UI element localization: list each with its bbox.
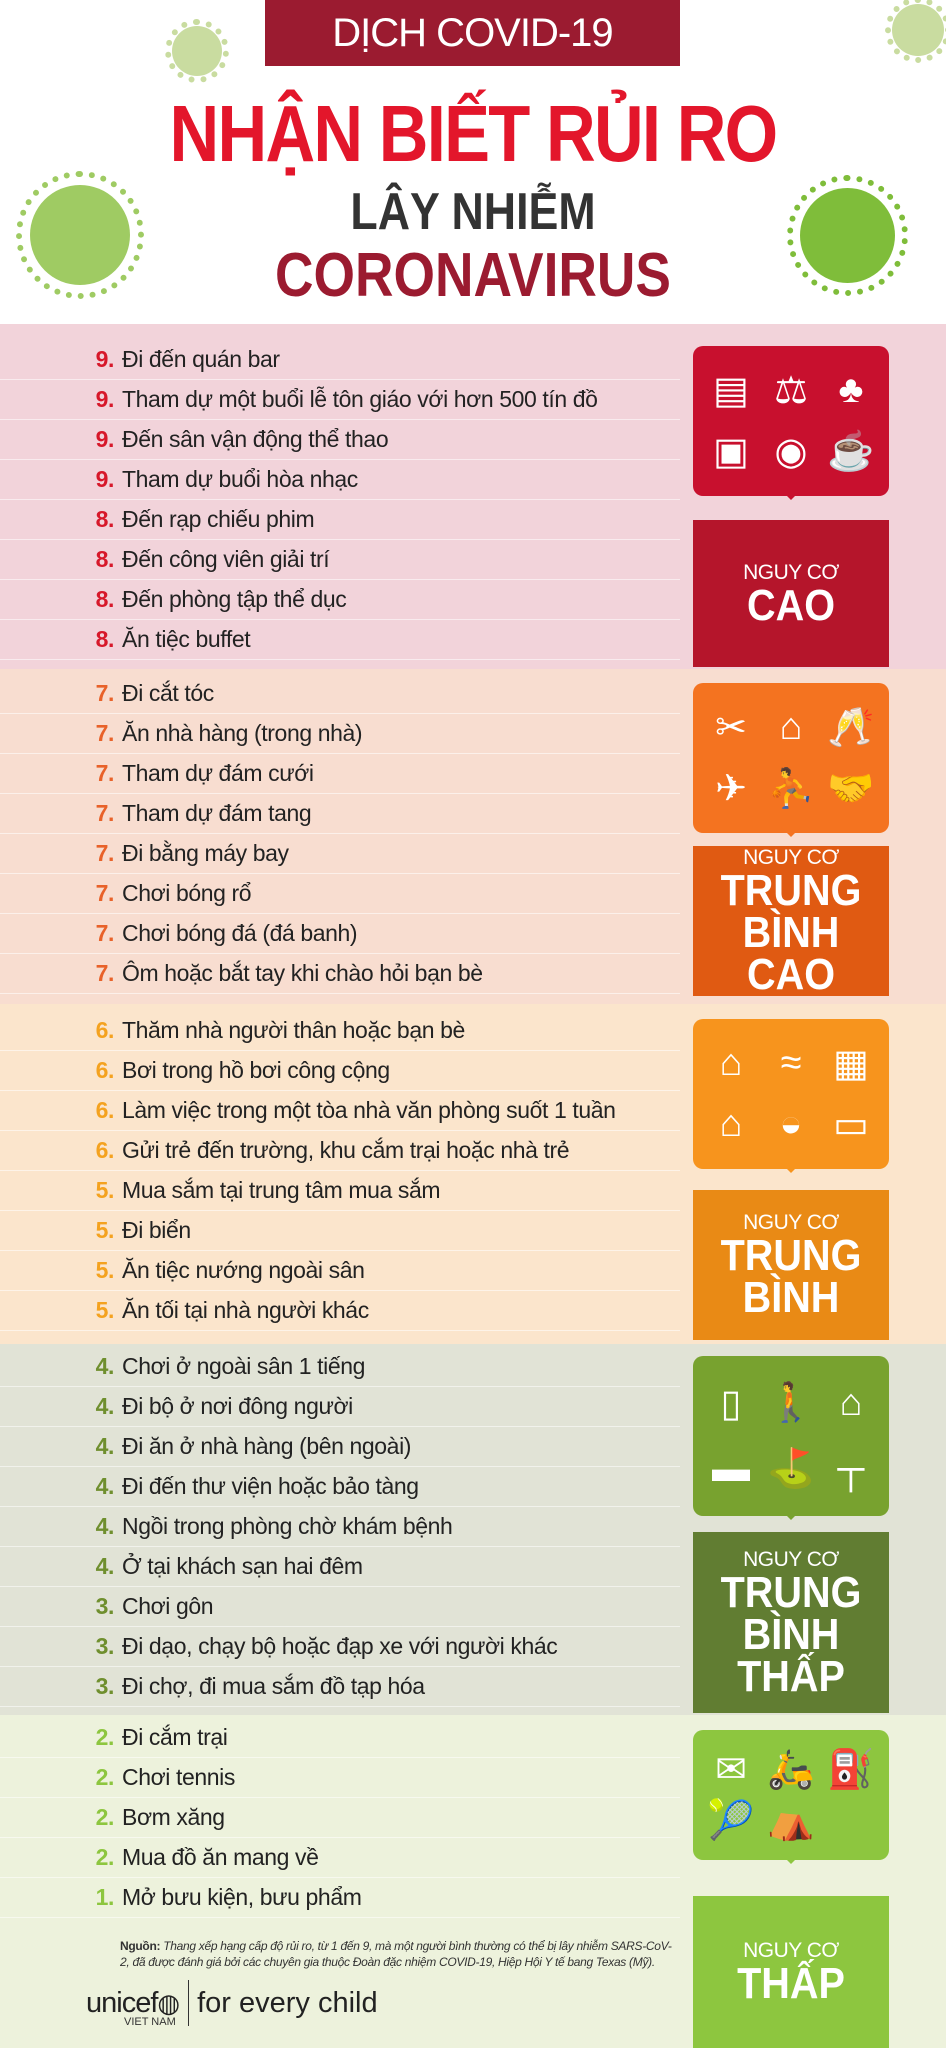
activity-text: Ở tại khách sạn hai đêm (122, 1553, 363, 1579)
activity-text: Đến công viên giải trí (122, 546, 330, 572)
risk-score: 9. (95, 426, 114, 452)
activity-item (0, 1547, 680, 1587)
activity-text: Đi ăn ở nhà hàng (bên ngoài) (122, 1433, 412, 1459)
virus-icon (892, 4, 944, 56)
risk-score: 8. (95, 546, 114, 572)
risk-score: 5. (95, 1177, 114, 1203)
risk-level-word: TRUNG (720, 866, 862, 915)
risk-level-word: BÌNH (742, 1273, 840, 1322)
activity-item (0, 380, 680, 420)
risk-score: 8. (95, 506, 114, 532)
wine-glasses-icon: 🥂 (827, 706, 875, 749)
unicef-wordmark: unicef (86, 1986, 158, 2019)
activity-text: Mua sắm tại trung tâm mua sắm (122, 1177, 441, 1203)
risk-score: 5. (95, 1297, 114, 1323)
risk-level-label-medium-low (693, 1532, 889, 1713)
activity-text: Mua đồ ăn mang về (122, 1844, 319, 1870)
risk-label-prefix: NGUY CƠ (743, 560, 839, 584)
risk-level-label-medium (693, 1190, 889, 1340)
activity-text: Đi đến quán bar (122, 346, 280, 372)
activity-list (0, 1715, 680, 1918)
activity-item (0, 340, 680, 380)
risk-score: 3. (95, 1593, 114, 1619)
gas-pump-icon: ⛽ (827, 1748, 875, 1791)
title-main: NHẬN BIẾT RỦI RO (169, 89, 777, 178)
risk-level-label-medium-high (693, 846, 889, 999)
activity-text: Đến sân vận động thể thao (122, 426, 389, 452)
header (0, 0, 946, 324)
activity-item (0, 540, 680, 580)
risk-score: 4. (95, 1513, 114, 1539)
activity-item (0, 460, 680, 500)
risk-score: 7. (95, 920, 114, 946)
activity-text: Tham dự buổi hòa nhạc (122, 466, 358, 492)
risk-label-prefix: NGUY CƠ (743, 846, 839, 869)
school-bag-icon: ▭ (833, 1104, 869, 1146)
activity-text: Đến rạp chiếu phim (122, 506, 315, 532)
activity-item (0, 1251, 680, 1291)
risk-level-word: BÌNH (742, 908, 840, 957)
source-text: Thang xếp hạng cấp độ rủi ro, từ 1 đến 9, mà một người bình thường có thể bị lây nhiễm SARS-CoV-2, đã được đánh giá bởi các chuyên gia thuộc Đoàn đặc nhiệm COVID-19, Hiệp Hội Y tế bang Texas (Mỹ). (120, 1939, 672, 1969)
activity-item (0, 1011, 680, 1051)
activity-item (0, 1291, 680, 1331)
activity-item (0, 1131, 680, 1171)
risk-score: 2. (95, 1764, 114, 1790)
activity-text: Chơi gôn (122, 1593, 214, 1619)
risk-level-word: CAO (746, 580, 836, 630)
risk-score: 2. (95, 1844, 114, 1870)
risk-level-word: BÌNH (742, 1609, 840, 1659)
activity-text: Đi cắm trại (122, 1724, 228, 1750)
risk-score: 1. (95, 1884, 114, 1910)
risk-score: 6. (95, 1097, 114, 1123)
swimmer-icon: ≈ (780, 1042, 802, 1084)
bbq-grill-icon: ◒ (779, 1103, 803, 1145)
activity-text: Bơi trong hồ bơi công cộng (122, 1057, 390, 1083)
activity-text: Chơi bóng rổ (122, 880, 252, 906)
activity-text: Ăn nhà hàng (trong nhà) (122, 720, 363, 746)
cinema-stage-icon: ▣ (713, 431, 749, 473)
risk-score: 2. (95, 1804, 114, 1830)
risk-score: 2. (95, 1724, 114, 1750)
risk-score: 8. (95, 586, 114, 612)
activity-item (0, 874, 680, 914)
dumbbell-icon: ⚖ (773, 370, 809, 412)
risk-score: 7. (95, 760, 114, 786)
risk-score: 4. (95, 1473, 114, 1499)
scooter-icon: 🛵 (767, 1748, 815, 1791)
activity-icons-medium-high (693, 683, 889, 833)
activity-text: Đi cắt tóc (122, 680, 214, 706)
risk-score: 9. (95, 346, 114, 372)
activity-text: Đi dạo, chạy bộ hoặc đạp xe với người khác (122, 1633, 558, 1659)
header-tag: DỊCH COVID-19 (265, 0, 680, 66)
risk-score: 7. (95, 960, 114, 986)
activity-item (0, 1798, 680, 1838)
activity-text: Chơi ở ngoài sân 1 tiếng (122, 1353, 366, 1379)
activity-text: Làm việc trong một tòa nhà văn phòng suốt 1 tuần (122, 1097, 616, 1123)
risk-level-word: CAO (746, 950, 836, 999)
divider (188, 1980, 189, 2026)
scissors-icon: ✂ (715, 707, 747, 749)
activity-text: Tham dự đám cưới (122, 760, 314, 786)
risk-score: 9. (95, 466, 114, 492)
source-note (120, 1938, 680, 1970)
activity-list (0, 324, 680, 660)
activity-text: Đi bằng máy bay (122, 840, 289, 866)
risk-score: 7. (95, 840, 114, 866)
activity-item (0, 500, 680, 540)
country-label: VIET NAM (124, 2016, 176, 2028)
risk-score: 4. (95, 1353, 114, 1379)
activity-item (0, 834, 680, 874)
buffet-cake-icon: ☕ (827, 430, 875, 473)
risk-score: 6. (95, 1057, 114, 1083)
activity-item (0, 1838, 680, 1878)
risk-label-prefix: NGUY CƠ (743, 1211, 839, 1234)
activity-text: Gửi trẻ đến trường, khu cắm trại hoặc nhà trẻ (122, 1137, 570, 1163)
activity-text: Bơm xăng (122, 1804, 225, 1830)
activity-text: Thăm nhà người thân hoặc bạn bè (122, 1017, 465, 1043)
activity-item (0, 1587, 680, 1627)
risk-score: 7. (95, 720, 114, 746)
risk-score: 5. (95, 1257, 114, 1283)
activity-item (0, 1211, 680, 1251)
activity-item (0, 1467, 680, 1507)
activity-item (0, 1718, 680, 1758)
risk-level-word: THẤP (737, 1959, 845, 2008)
activity-text: Đi chợ, đi mua sắm đồ tạp hóa (122, 1673, 425, 1699)
risk-score: 6. (95, 1137, 114, 1163)
activity-text: Đi bộ ở nơi đông người (122, 1393, 353, 1419)
activity-text: Ăn tiệc buffet (122, 626, 251, 652)
risk-level-word: THẤP (737, 1651, 845, 1701)
activity-text: Tham dự một buổi lễ tôn giáo với hơn 500 tín đồ (122, 386, 598, 412)
title-coronavirus: CORONAVIRUS (275, 241, 671, 310)
activity-item (0, 1627, 680, 1667)
tennis-racket-icon: 🎾 (707, 1799, 755, 1842)
activity-list (0, 669, 680, 994)
unicef-globe-icon: ◍ (157, 1987, 181, 2018)
activity-list (0, 1344, 680, 1707)
risk-label-prefix: NGUY CƠ (743, 1547, 839, 1571)
bar-counter-icon: ▤ (713, 370, 749, 412)
activity-text: Ăn tiệc nướng ngoài sân (122, 1257, 365, 1283)
virus-icon (172, 26, 222, 76)
activity-text: Ăn tối tại nhà người khác (122, 1297, 369, 1323)
activity-item (0, 420, 680, 460)
risk-score: 3. (95, 1673, 114, 1699)
risk-level-word: TRUNG (720, 1567, 862, 1617)
park-tree-icon: ♣ (838, 369, 864, 411)
house-icon: ⌂ (719, 1042, 743, 1084)
activity-item (0, 954, 680, 994)
mail-envelope-icon: ✉ (715, 1749, 747, 1792)
basketball-icon: ⛹ (767, 767, 815, 810)
risk-score: 7. (95, 880, 114, 906)
activity-item (0, 1667, 680, 1707)
golf-icon: ⛳ (767, 1448, 815, 1491)
activity-icons-medium (693, 1019, 889, 1169)
cafe-table-icon: ┬ (837, 1447, 865, 1490)
activity-icons-low (693, 1730, 889, 1860)
activity-item (0, 914, 680, 954)
title-sub: LÂY NHIỄM (350, 183, 596, 241)
risk-score: 4. (95, 1393, 114, 1419)
activity-item (0, 1507, 680, 1547)
activity-item (0, 1758, 680, 1798)
restaurant-icon: ⌂ (779, 706, 803, 748)
activity-text: Đến phòng tập thể dục (122, 586, 347, 612)
risk-level-label-low (693, 1896, 889, 2048)
risk-level-word: TRUNG (720, 1231, 862, 1280)
activity-text: Mở bưu kiện, bưu phẩm (122, 1884, 362, 1910)
activity-item (0, 1171, 680, 1211)
activity-text: Chơi bóng đá (đá banh) (122, 920, 358, 946)
handshake-icon: 🤝 (827, 767, 875, 810)
risk-level-label-high (693, 520, 889, 667)
hotel-icon: ⌂ (839, 1381, 863, 1424)
activity-text: Chơi tennis (122, 1764, 235, 1790)
activity-item (0, 580, 680, 620)
risk-score: 7. (95, 800, 114, 826)
activity-item (0, 1091, 680, 1131)
risk-score: 4. (95, 1433, 114, 1459)
activity-item (0, 1878, 680, 1918)
book-icon: ▯ (720, 1382, 742, 1425)
activity-item (0, 674, 680, 714)
activity-item (0, 794, 680, 834)
risk-score: 3. (95, 1633, 114, 1659)
airplane-icon: ✈ (715, 768, 747, 810)
risk-label-prefix: NGUY CƠ (743, 1939, 839, 1962)
activity-icons-medium-low (693, 1356, 889, 1516)
risk-score: 8. (95, 626, 114, 652)
activity-item (0, 1427, 680, 1467)
activity-item (0, 1051, 680, 1091)
risk-score: 9. (95, 386, 114, 412)
home-visit-icon: ⌂ (719, 1103, 743, 1145)
activity-icons-high (693, 346, 889, 496)
activity-item (0, 714, 680, 754)
office-building-icon: ▦ (833, 1043, 869, 1085)
risk-score: 6. (95, 1017, 114, 1043)
activity-text: Ngồi trong phòng chờ khám bệnh (122, 1513, 453, 1539)
activity-list (0, 1004, 680, 1331)
activity-item (0, 620, 680, 660)
activity-item (0, 754, 680, 794)
tagline: for every child (197, 1986, 378, 2019)
activity-item (0, 1347, 680, 1387)
walking-icon: 🚶 (767, 1382, 815, 1425)
tent-icon: ⛺ (767, 1799, 815, 1842)
risk-score: 5. (95, 1217, 114, 1243)
activity-item (0, 1387, 680, 1427)
bed-icon: ▬ (712, 1447, 750, 1490)
risk-score: 7. (95, 680, 114, 706)
activity-text: Đi đến thư viện hoặc bảo tàng (122, 1473, 419, 1499)
activity-text: Tham dự đám tang (122, 800, 312, 826)
activity-text: Đi biển (122, 1217, 191, 1243)
activity-text: Ôm hoặc bắt tay khi chào hỏi bạn bè (122, 960, 483, 986)
source-label: Nguồn: (120, 1939, 161, 1953)
risk-score: 4. (95, 1553, 114, 1579)
music-disc-icon: ◉ (774, 431, 808, 473)
